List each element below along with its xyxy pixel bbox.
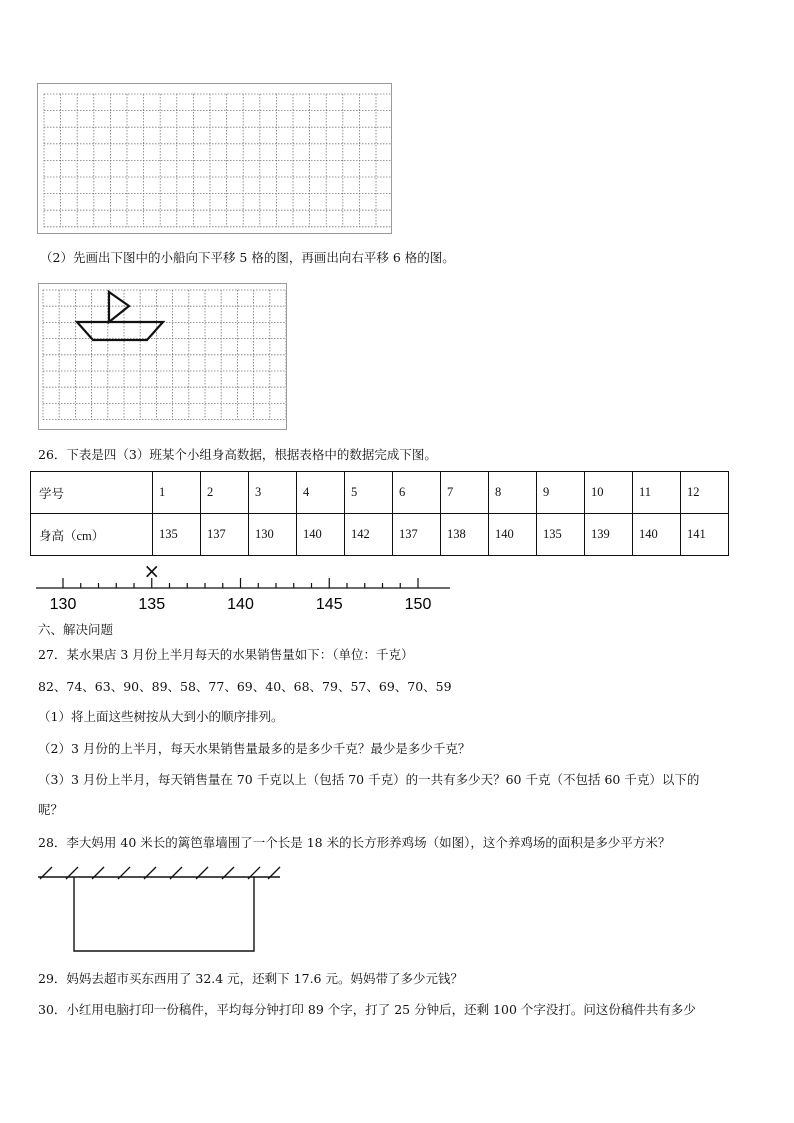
q25-part2-text: （2）先画出下图中的小船向下平移 5 格的图，再画出向右平移 6 格的图。 (40, 250, 455, 265)
empty-grid-top (37, 83, 392, 234)
height-table (30, 471, 729, 556)
id-cell: 2 (201, 472, 249, 514)
table-row-ids (31, 472, 729, 514)
grid-lines (44, 94, 391, 227)
boat-grid (38, 283, 287, 430)
number-line-label: 135 (138, 596, 166, 613)
number-line-ticks (63, 578, 418, 588)
q30-prompt: 30．小红用电脑打印一份稿件，平均每分钟打印 89 个字，打了 25 分钟后，还剩 100 个字没打。问这份稿件共有多少 (38, 1002, 696, 1017)
height-cell: 141 (681, 514, 729, 556)
q27-part3-line2: 呢？ (38, 802, 64, 817)
height-cell: 140 (633, 514, 681, 556)
boat-figure (77, 292, 163, 340)
q27-prompt: 27．某水果店 3 月份上半月每天的水果销售量如下：（单位：千克） (38, 647, 414, 662)
boat-hull (77, 322, 163, 340)
id-cell: 6 (393, 472, 441, 514)
section6-title: 六、解决问题 (38, 622, 114, 637)
height-cell: 135 (153, 514, 201, 556)
q28-prompt: 28．李大妈用 40 米长的篱笆靠墙围了一个长是 18 米的长方形养鸡场（如图），这个养鸡场的面积是多少平方米？ (38, 835, 671, 850)
number-line-label: 130 (49, 596, 77, 613)
number-line-mark: × (143, 559, 161, 583)
height-cell: 142 (345, 514, 393, 556)
chicken-yard-figure (36, 865, 286, 957)
id-cell: 8 (489, 472, 537, 514)
table-row-heights (31, 514, 729, 556)
q27-part2: （2）3 月份的上半月，每天水果销售量最多的是多少千克？最少是多少千克？ (38, 741, 471, 756)
row-header-id: 学号 (31, 472, 153, 514)
id-cell: 11 (633, 472, 681, 514)
id-cell: 12 (681, 472, 729, 514)
empty-grid-top-lines (38, 84, 391, 233)
height-cell: 139 (585, 514, 633, 556)
height-cell: 130 (249, 514, 297, 556)
id-cell: 1 (153, 472, 201, 514)
id-cell: 3 (249, 472, 297, 514)
row-header-height: 身高（cm） (31, 514, 153, 556)
q27-part1: （1）将上面这些树按从大到小的顺序排列。 (38, 709, 284, 724)
height-cell: 138 (441, 514, 489, 556)
height-cell: 137 (201, 514, 249, 556)
number-line (30, 558, 470, 618)
q29-prompt: 29．妈妈去超市买东西用了 32.4 元，还剩下 17.6 元。妈妈带了多少元钱？ (38, 971, 463, 986)
q27-part3-line1: （3）3 月份上半月，每天销售量在 70 千克以上（包括 70 千克）的一共有多少天？60 千克（不包括 60 千克）以下的 (38, 772, 700, 787)
id-cell: 7 (441, 472, 489, 514)
grid-lines (43, 290, 286, 420)
height-cell: 137 (393, 514, 441, 556)
q27-data: 82、74、63、90、89、58、77、69、40、68、79、57、69、70、59 (38, 679, 452, 694)
id-cell: 9 (537, 472, 585, 514)
height-cell: 135 (537, 514, 585, 556)
boat-grid-lines (39, 284, 286, 429)
q26-prompt: 26．下表是四（3）班某个小组身高数据，根据表格中的数据完成下图。 (38, 447, 437, 462)
number-line-label: 140 (227, 596, 254, 613)
id-cell: 4 (297, 472, 345, 514)
id-cell: 10 (585, 472, 633, 514)
boat-sail (109, 292, 129, 322)
id-cell: 5 (345, 472, 393, 514)
number-line-label: 145 (315, 596, 343, 613)
height-cell: 140 (489, 514, 537, 556)
height-cell: 140 (297, 514, 345, 556)
number-line-label: 150 (404, 596, 432, 613)
fence-rectangle (74, 877, 254, 951)
